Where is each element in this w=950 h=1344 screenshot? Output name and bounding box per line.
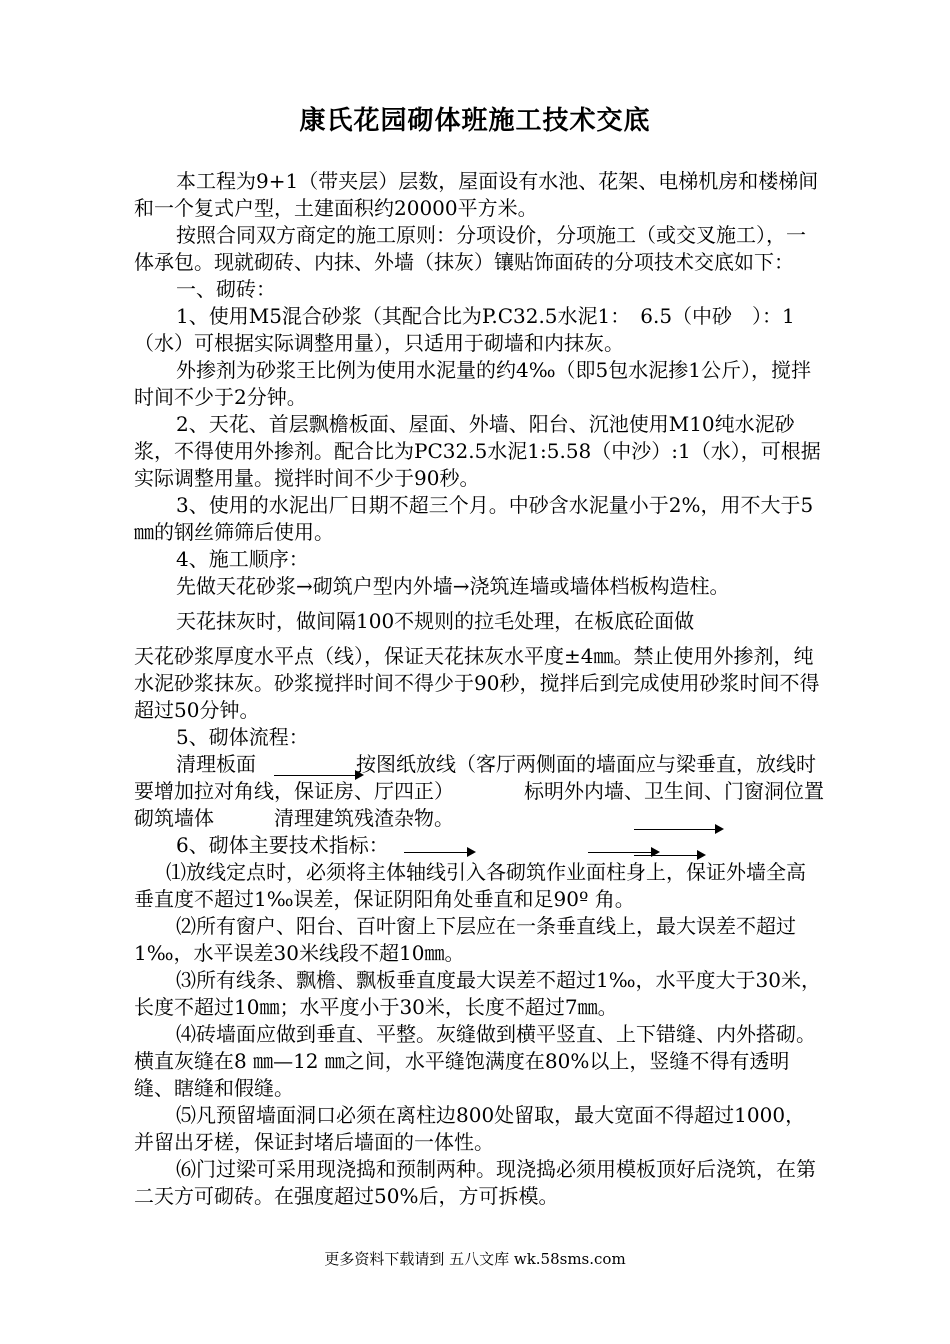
spec-2: ⑵所有窗户、阳台、百叶窗上下层应在一条垂直线上，最大误差不超过1‰，水平误差30米线段不超10㎜。: [134, 914, 796, 965]
spec-4: ⑷砖墙面应做到垂直、平整。灰缝做到横平竖直、上下错缝、内外搭砌。横直灰缝在8 ㎜—12 ㎜之间，水平缝饱满度在80%以上，竖缝不得有透明缝、瞎缝和假缝。: [134, 1022, 816, 1100]
footer-source-link[interactable]: 更多资料下载请到 五八文库 wk.58sms.com: [324, 1250, 626, 1268]
flow-arrow-1: [274, 775, 362, 776]
paragraph-ceiling-1: 天花抹灰时，做间隔100不规则的拉毛处理，在板底砼面做: [176, 609, 695, 633]
spec-6: ⑹门过梁可采用现浇捣和预制两种。现浇捣必须用模板顶好后浇筑，在第二天方可砌砖。在强度超过50%后，方可拆模。: [134, 1157, 816, 1208]
flow-arrow-2: [634, 829, 722, 830]
paragraph-principle: 按照合同双方商定的施工原则：分项设价，分项施工（或交叉施工），一体承包。现就砌砖、内抹、外墙（抹灰）镶贴饰面砖的分项技术交底如下：: [134, 223, 806, 274]
spec-3: ⑶所有线条、飘檐、飘板垂直度最大误差不超过1‰，水平度大于30米，长度不超过10㎜；水平度小于30米，长度不超过7㎜。: [134, 968, 822, 1019]
paragraph-item-2: 2、天花、首层飘檐板面、屋面、外墙、阳台、沉池使用M10纯水泥砂浆，不得使用外掺剂。配合比为PC32.5水泥1:5.58（中沙）:1（水），可根据实际调整用量。搅拌时间不少于90秒。: [134, 412, 821, 490]
flow-arrow-4: [404, 852, 474, 853]
flow-arrow-5: [588, 852, 658, 853]
paragraph-intro: 本工程为9+1（带夹层）层数，屋面设有水池、花架、电梯机房和楼梯间和一个复式户型，土建面积约20000平方米。: [134, 169, 819, 220]
paragraph-sequence: 先做天花砂浆→砌筑户型内外墙→浇筑连墙或墙体档板构造柱。: [176, 574, 730, 598]
spec-1: ⑴放线定点时，必须将主体轴线引入各砌筑作业面柱身上，保证外墙全高垂直度不超过1‰误差，保证阴阳角处垂直和足90º 角。: [134, 860, 806, 911]
page-title: 康氏花园砌体班施工技术交底: [299, 106, 651, 136]
paragraph-item-4: 4、施工顺序：: [176, 547, 309, 571]
technical-specs: [134, 832, 824, 859]
paragraph-item-1: 1、使用M5混合砂浆（其配合比为P.C32.5水泥1： 6.5（中砂 ）：1（水）可根据实际调整用量），只适用于砌墙和内抹灰。: [134, 304, 795, 355]
paragraph-ceiling-2: 天花砂浆厚度水平点（线），保证天花抹灰水平度±4㎜。禁止使用外掺剂，纯水泥砂浆抹灰。砂浆搅拌时间不得少于90秒，搅拌后到完成使用砂浆时间不得超过50分钟。: [134, 644, 820, 722]
masonry-flow: [134, 751, 904, 832]
paragraph-item-5: 5、砌体流程：: [176, 725, 309, 749]
paragraph-flow-steps: 清理板面 按图纸放线（客厅两侧面的墙面应与梁垂直，放线时要增加拉对角线，保证房、厅四正） 标明外内墙、卫生间、门窗洞位置 砌筑墙体 清理建筑残渣杂物。: [134, 752, 904, 830]
section-heading-masonry: 一、砌砖：: [176, 277, 276, 301]
spec-5: ⑸凡预留墙面洞口必须在离柱边800处留取，最大宽面不得超过1000，并留出牙槎，保证封堵后墙面的一体性。: [134, 1103, 806, 1154]
paragraph-item-6: 6、砌体主要技术指标：: [176, 833, 389, 857]
document-body: [134, 168, 904, 1210]
paragraph-additive: 外掺剂为砂浆王比例为使用水泥量的约4‰（即5包水泥掺1公斤），搅拌时间不少于2分钟。: [134, 358, 812, 409]
paragraph-item-3: 3、使用的水泥出厂日期不超三个月。中砂含水泥量小于2%，用不大于5 ㎜的钢丝筛筛后使用。: [134, 493, 814, 544]
